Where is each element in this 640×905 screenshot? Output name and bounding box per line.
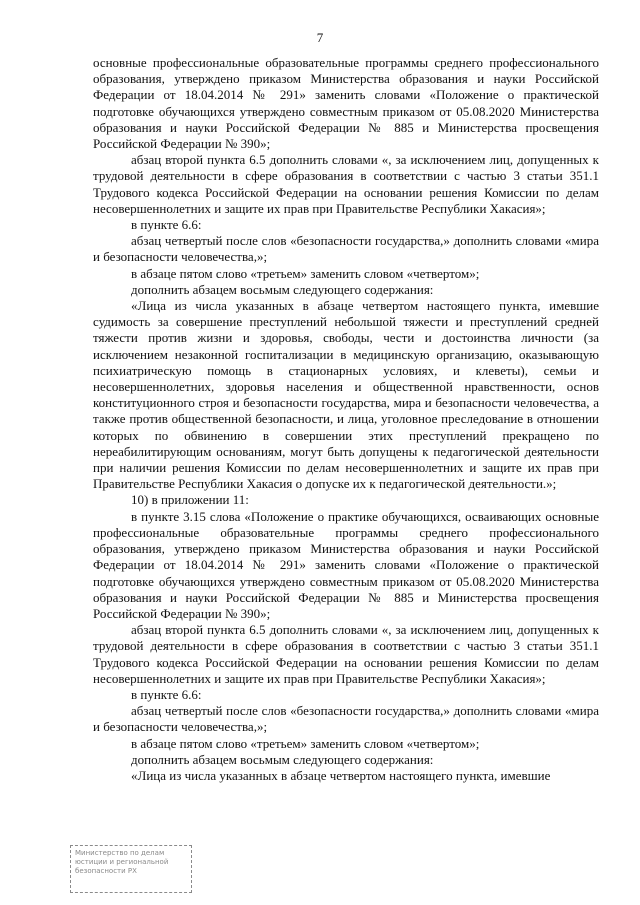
paragraph: абзац четвертый после слов «безопасности государства,» дополнить словами «мира и безопасности человечества,»; [93,233,599,265]
paragraph: «Лица из числа указанных в абзаце четвертом настоящего пункта, имевшие судимость за совершение преступлений небольшой тяжести и преступлений средней тяжести против жизни и здоровья, свободы, чести и достоинства личности (за исключением незаконной госпитализации в медицинскую организацию, оказывающую психиатрическую помощь в стационарных условиях, и клеветы), семьи и несовершеннолетних, здоровья населения и общественной нравственности, основ конституционного строя и безопасности государства, мира и безопасности человечества, а также против общественной безопасности, и лица, уголовное преследование в отношении которых по обвинению в совершении этих преступлений прекращено по нереабилитирующим основаниям, могут быть допущены к педагогической деятельности при наличии решения Комиссии по делам несовершеннолетних и защите их прав при Правительстве Республики Хакасия о допуске их к педагогической деятельности.»; [93,298,599,492]
page-number: 7 [316,30,324,45]
document-body [93,55,599,784]
paragraph: абзац второй пункта 6.5 дополнить словами «, за исключением лиц, допущенных к трудовой деятельности в сфере образования в соответствии с частью 3 статьи 351.1 Трудового кодекса Российской Федерации на основании решения Комиссии по делам несовершеннолетних и защите их прав при Правительстве Республики Хакасия»; [93,152,599,216]
stamp-line: юстиции и региональной [75,858,169,866]
paragraph: дополнить абзацем восьмым следующего содержания: [131,751,434,767]
paragraph: основные профессиональные образовательные программы среднего профессионального образования, утверждено приказом Министерства образования и науки Российской Федерации от 18.04.2014 № 291» заменить словами «Положение о практической подготовке обучающихся утверждено совместным приказом от 05.08.2020 Министерства образования и науки Российской Федерации № 885 и Министерства просвещения Российской Федерации № 390»; [93,55,599,152]
paragraph: в пункте 3.15 слова «Положение о практике обучающихся, осваивающих основные профессиональные образовательные программы среднего профессионального образования, утверждено приказом Министерства образования и науки Российской Федерации от 18.04.2014 № 291» заменить словами «Положение о практической подготовке обучающихся утверждено совместным приказом от 05.08.2020 Министерства образования и науки Российской Федерации № 885 и Министерства просвещения Российской Федерации № 390»; [93,508,599,621]
paragraph: в абзаце пятом слово «третьем» заменить словом «четвертом»; [131,265,480,281]
paragraph: в абзаце пятом слово «третьем» заменить словом «четвертом»; [131,735,480,751]
paragraph: в пункте 6.6: [131,217,202,233]
paragraph: 10) в приложении 11: [131,492,249,508]
paragraph: дополнить абзацем восьмым следующего содержания: [131,281,434,297]
paragraph: «Лица из числа указанных в абзаце четвертом настоящего пункта, имевшие [131,767,551,783]
registration-stamp [70,845,192,893]
paragraph: абзац четвертый после слов «безопасности государства,» дополнить словами «мира и безопасности человечества,»; [93,703,599,735]
paragraph: в пункте 6.6: [131,686,202,702]
stamp-line: Министерство по делам [75,849,165,857]
stamp-line: безопасности РХ [75,867,137,875]
paragraph: абзац второй пункта 6.5 дополнить словами «, за исключением лиц, допущенных к трудовой деятельности в сфере образования в соответствии с частью 3 статьи 351.1 Трудового кодекса Российской Федерации на основании решения Комиссии по делам несовершеннолетних и защите их прав при Правительстве Республики Хакасия»; [93,622,599,686]
